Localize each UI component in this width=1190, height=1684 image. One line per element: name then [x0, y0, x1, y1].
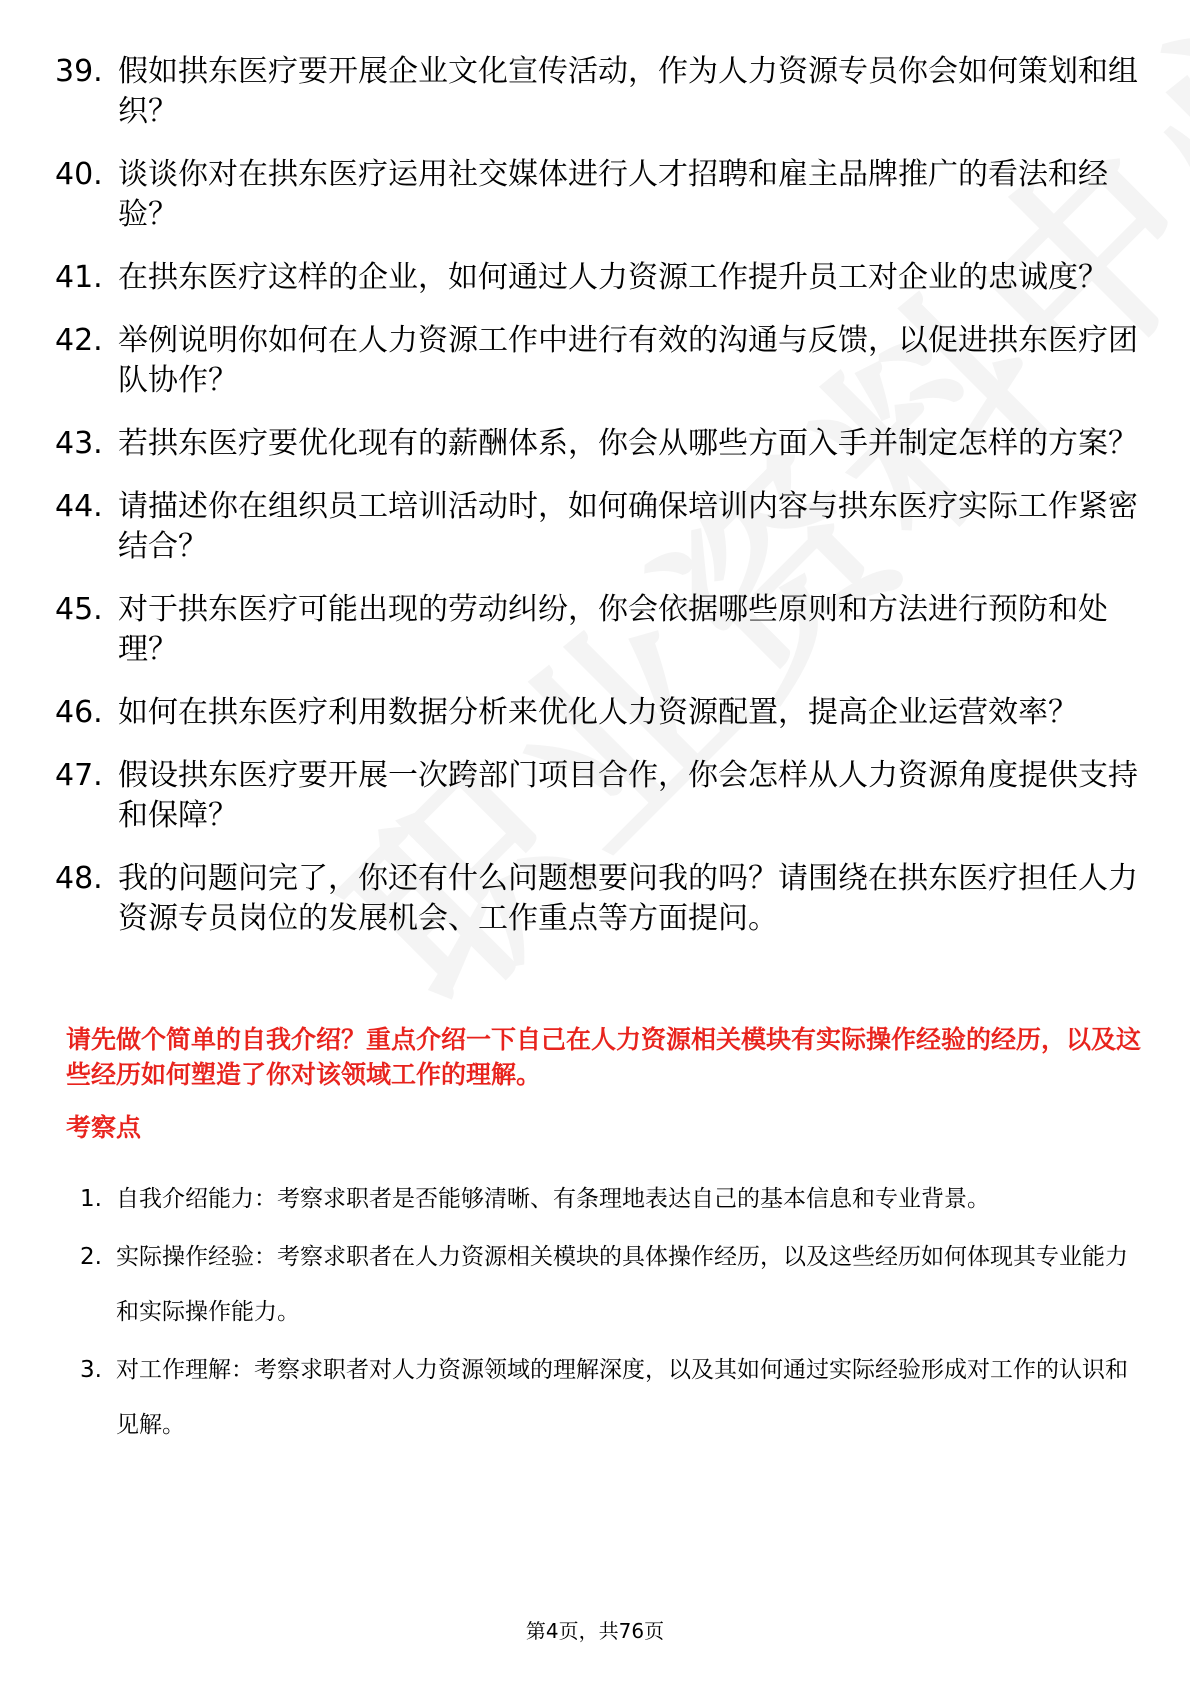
point-number: 1.: [80, 1186, 102, 1212]
question-number: 40.: [55, 157, 103, 192]
question-item-39: [55, 52, 1145, 132]
question-text: 请描述你在组织员工培训活动时，如何确保培训内容与拱东医疗实际工作紧密结合？: [118, 489, 1138, 564]
question-text: 假如拱东医疗要开展企业文化宣传活动，作为人力资源专员你会如何策划和组织？: [118, 54, 1138, 129]
question-item-45: [55, 590, 1145, 670]
question-item-48: [55, 859, 1145, 939]
question-item-44: [55, 487, 1145, 567]
question-number: 42.: [55, 323, 103, 358]
assessment-point-2: [80, 1230, 1145, 1340]
point-text: 实际操作经验：考察求职者在人力资源相关模块的具体操作经历，以及这些经历如何体现其专业能力和实际操作能力。: [116, 1244, 1128, 1325]
intro-question: 请先做个简单的自我介绍？重点介绍一下自己在人力资源相关模块有实际操作经验的经历，以及这些经历如何塑造了你对该领域工作的理解。: [66, 1025, 1142, 1089]
points-title: 考察点: [66, 1113, 142, 1142]
question-item-41: [55, 258, 1145, 298]
assessment-point-3: [80, 1343, 1145, 1453]
point-text: 自我介绍能力：考察求职者是否能够清晰、有条理地表达自己的基本信息和专业背景。: [116, 1186, 990, 1212]
question-text: 我的问题问完了，你还有什么问题想要问我的吗？请围绕在拱东医疗担任人力资源专员岗位的发展机会、工作重点等方面提问。: [118, 861, 1138, 936]
question-text: 在拱东医疗这样的企业，如何通过人力资源工作提升员工对企业的忠诚度？: [118, 260, 1108, 295]
question-item-40: [55, 155, 1145, 235]
assessment-points-list: [80, 1172, 1145, 1456]
question-item-43: [55, 424, 1145, 464]
page-footer: 第4页，共76页: [525, 1619, 665, 1643]
point-text: 对工作理解：考察求职者对人力资源领域的理解深度，以及其如何通过实际经验形成对工作的认识和见解。: [116, 1357, 1128, 1438]
question-number: 46.: [55, 695, 103, 730]
question-text: 如何在拱东医疗利用数据分析来优化人力资源配置，提高企业运营效率？: [118, 695, 1078, 730]
question-number: 48.: [55, 861, 103, 896]
question-text: 举例说明你如何在人力资源工作中进行有效的沟通与反馈，以促进拱东医疗团队协作？: [118, 323, 1138, 398]
point-number: 3.: [80, 1357, 102, 1383]
question-number: 41.: [55, 260, 103, 295]
question-number: 45.: [55, 592, 103, 627]
question-text: 若拱东医疗要优化现有的薪酬体系，你会从哪些方面入手并制定怎样的方案？: [118, 426, 1138, 461]
question-number: 44.: [55, 489, 103, 524]
question-item-47: [55, 756, 1145, 836]
question-number: 39.: [55, 54, 103, 89]
point-number: 2.: [80, 1244, 102, 1270]
question-text: 谈谈你对在拱东医疗运用社交媒体进行人才招聘和雇主品牌推广的看法和经验？: [118, 157, 1108, 232]
question-item-42: [55, 321, 1145, 401]
question-item-46: [55, 693, 1145, 733]
question-list: [55, 52, 1145, 962]
question-text: 对于拱东医疗可能出现的劳动纠纷，你会依据哪些原则和方法进行预防和处理？: [118, 592, 1108, 667]
question-text: 假设拱东医疗要开展一次跨部门项目合作，你会怎样从人力资源角度提供支持和保障？: [118, 758, 1138, 833]
question-number: 43.: [55, 426, 103, 461]
question-number: 47.: [55, 758, 103, 793]
assessment-point-1: [80, 1172, 1145, 1227]
